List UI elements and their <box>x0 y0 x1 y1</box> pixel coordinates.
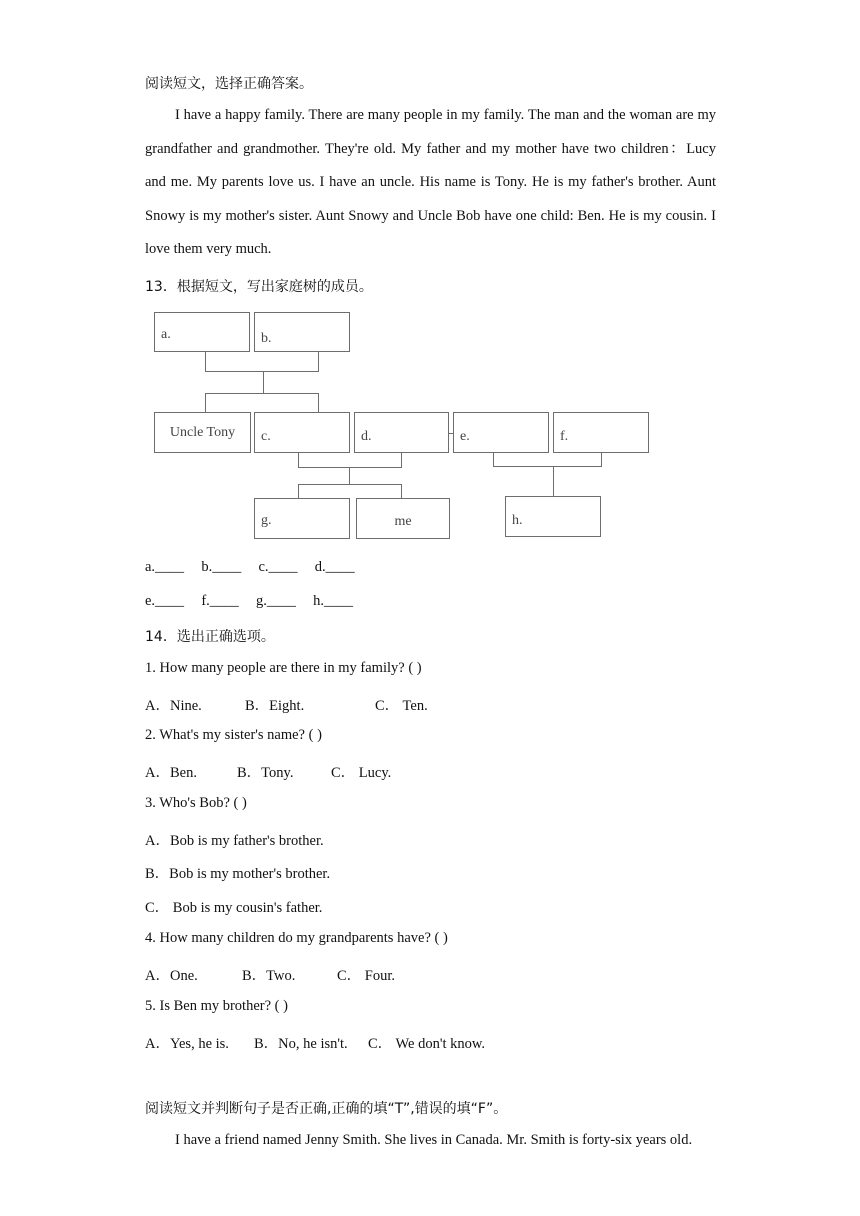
question-2-options <box>145 761 391 782</box>
section2-passage: I have a friend named Jenny Smith. She lives in Canada. Mr. Smith is forty-six years old. <box>175 1132 693 1148</box>
question-5: 5. Is Ben my brother? ( ) <box>145 998 288 1014</box>
tree-box-g: g. <box>254 498 350 539</box>
option-b[interactable]: B．No, he isn't. <box>254 1036 348 1052</box>
option-a[interactable]: A．One. <box>145 968 198 984</box>
option-c[interactable]: C． Four. <box>337 968 396 984</box>
option-b[interactable]: B．Eight. <box>245 698 305 714</box>
option-a[interactable]: A．Bob is my father's brother. <box>145 833 324 849</box>
blank-a[interactable]: a.____ <box>145 559 185 575</box>
question-4: 4. How many children do my grandparents have? ( ) <box>145 930 448 946</box>
option-c[interactable]: C． Bob is my cousin's father. <box>145 900 323 916</box>
q13-answer-row-2 <box>145 593 353 610</box>
section1-passage: I have a happy family. There are many people in my family. The man and the woman are my grandfather and grandmother. They're old. My father and my mother have two children：Lucy and me. My parents love us. I have an uncle. His name is Tony. He is my father's brother. Aunt Snowy is my mother's sister. Aunt Snowy and Uncle Bob have one child: Ben. He is my cousin. I love them very much. <box>145 107 716 258</box>
question-2: 2. What's my sister's name? ( ) <box>145 727 322 743</box>
question-1: 1. How many people are there in my family? ( ) <box>145 660 422 676</box>
tree-box-uncle-tony: Uncle Tony <box>154 412 251 453</box>
blank-g[interactable]: g.____ <box>256 593 296 609</box>
option-a[interactable]: A．Yes, he is. <box>145 1036 229 1052</box>
question-5-options <box>145 1032 485 1053</box>
q14-prompt: 14．选出正确选项。 <box>145 629 275 645</box>
blank-b[interactable]: b.____ <box>201 559 242 575</box>
section1-instruction: 阅读短文，选择正确答案。 <box>145 76 313 92</box>
option-c[interactable]: C． We don't know. <box>368 1036 486 1052</box>
option-c[interactable]: C． Lucy. <box>331 765 392 781</box>
blank-f[interactable]: f.____ <box>201 593 239 609</box>
tree-box-me: me <box>356 498 450 539</box>
option-a[interactable]: A．Nine. <box>145 698 202 714</box>
tree-box-d: d. <box>354 412 449 453</box>
blank-e[interactable]: e.____ <box>145 593 185 609</box>
q13-answer-row-1 <box>145 559 355 576</box>
blank-d[interactable]: d.____ <box>314 559 355 575</box>
option-b[interactable]: B．Tony. <box>237 765 294 781</box>
question-3: 3. Who's Bob? ( ) <box>145 795 247 811</box>
tree-box-c: c. <box>254 412 350 453</box>
blank-h[interactable]: h.____ <box>313 593 354 609</box>
section2-instruction: 阅读短文并判断句子是否正确,正确的填“T”,错误的填“F”。 <box>145 1101 508 1117</box>
option-b[interactable]: B．Bob is my mother's brother. <box>145 866 331 882</box>
tree-box-f: f. <box>553 412 649 453</box>
q13-prompt: 13．根据短文，写出家庭树的成员。 <box>145 279 373 295</box>
blank-c[interactable]: c.____ <box>258 559 298 575</box>
option-c[interactable]: C． Ten. <box>375 698 428 714</box>
option-a[interactable]: A．Ben. <box>145 765 197 781</box>
tree-box-e: e. <box>453 412 549 453</box>
option-b[interactable]: B．Two. <box>242 968 296 984</box>
question-4-options <box>145 964 395 985</box>
tree-box-a: a. <box>154 312 250 352</box>
tree-box-b: b. <box>254 312 350 352</box>
tree-box-h: h. <box>505 496 601 537</box>
question-1-options <box>145 694 428 715</box>
